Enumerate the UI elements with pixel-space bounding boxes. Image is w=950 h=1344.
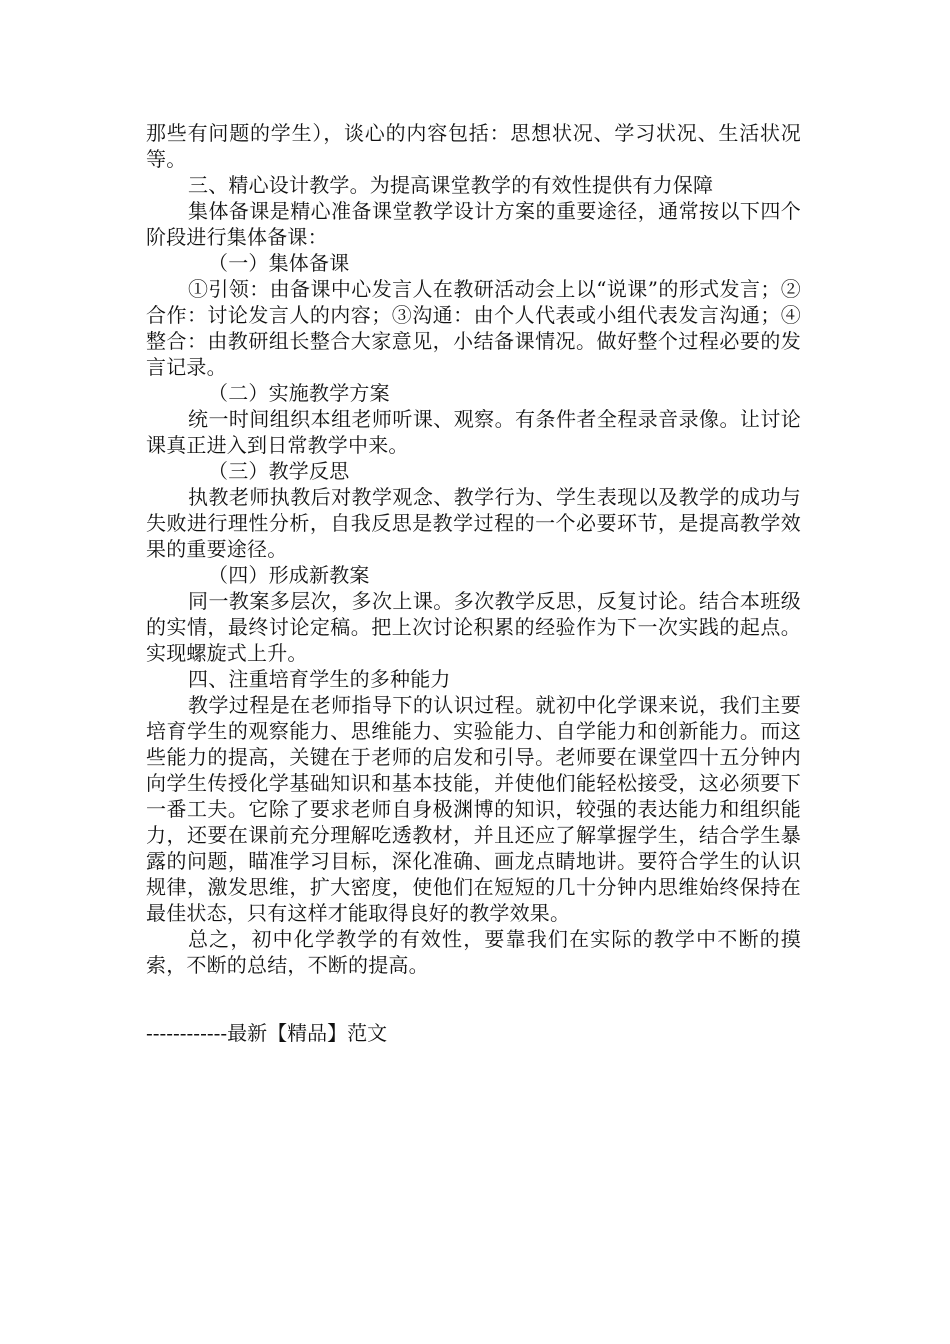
paragraph-abilities: 教学过程是在老师指导下的认识过程。就初中化学课来说，我们主要培育学生的观察能力、思维能力、实验能力、自学能力和创新能力。而这些能力的提高，关键在于老师的启发和引导。老师要在课堂四十五分钟内向学生传授化学基础知识和基本技能，并使他们能轻松接受，这必须要下一番工夫。它除了要求老师自身极渊博的知识，较强的表达能力和组织能力，还要在课前充分理解吃透教材，并且还应了解掌握学生，结合学生暴露的问题，瞄准学习目标，深化准确、画龙点睛地讲。要符合学生的认识规律，激发思维，扩大密度，使他们在短短的几十分钟内思维始终保持在最佳状态，只有这样才能取得良好的教学效果。 bbox=[146, 693, 801, 925]
paragraph-conclusion: 总之，初中化学教学的有效性，要靠我们在实际的教学中不断的摸索，不断的总结，不断的提高。 bbox=[146, 927, 801, 977]
paragraph-reflection: 执教老师执教后对教学观念、教学行为、学生表现以及教学的成功与失败进行理性分析，自我反思是教学过程的一个必要环节，是提高教学效果的重要途径。 bbox=[146, 485, 801, 561]
subheading-4: （四）形成新教案 bbox=[208, 563, 370, 587]
paragraph-continuation: 那些有问题的学生），谈心的内容包括：思想状况、学习状况、生活状况等。 bbox=[146, 121, 801, 171]
subheading-1: （一）集体备课 bbox=[208, 251, 350, 275]
section-heading-3: 三、精心设计教学。为提高课堂教学的有效性提供有力保障 bbox=[188, 173, 714, 197]
subheading-2: （二）实施教学方案 bbox=[208, 381, 390, 405]
document-body bbox=[146, 120, 801, 978]
paragraph-implement: 统一时间组织本组老师听课、观察。有条件者全程录音录像。让讨论课真正进入到日常教学中来。 bbox=[146, 407, 801, 457]
footer-note: ------------最新【精品】范文 bbox=[146, 1021, 388, 1045]
paragraph-new-plan: 同一教案多层次，多次上课。多次教学反思，反复讨论。结合本班级的实情，最终讨论定稿。把上次讨论积累的经验作为下一次实践的起点。实现螺旋式上升。 bbox=[146, 589, 801, 665]
paragraph-steps: ①引领：由备课中心发言人在教研活动会上以“说课”的形式发言；②合作：讨论发言人的内容；③沟通：由个人代表或小组代表发言沟通；④整合：由教研组长整合大家意见，小结备课情况。做好整个过程必要的发言记录。 bbox=[146, 277, 801, 379]
paragraph-collective-prep: 集体备课是精心准备课堂教学设计方案的重要途径，通常按以下四个阶段进行集体备课： bbox=[146, 199, 801, 249]
section-heading-4: 四、注重培育学生的多种能力 bbox=[188, 667, 451, 691]
subheading-3: （三）教学反思 bbox=[208, 459, 350, 483]
